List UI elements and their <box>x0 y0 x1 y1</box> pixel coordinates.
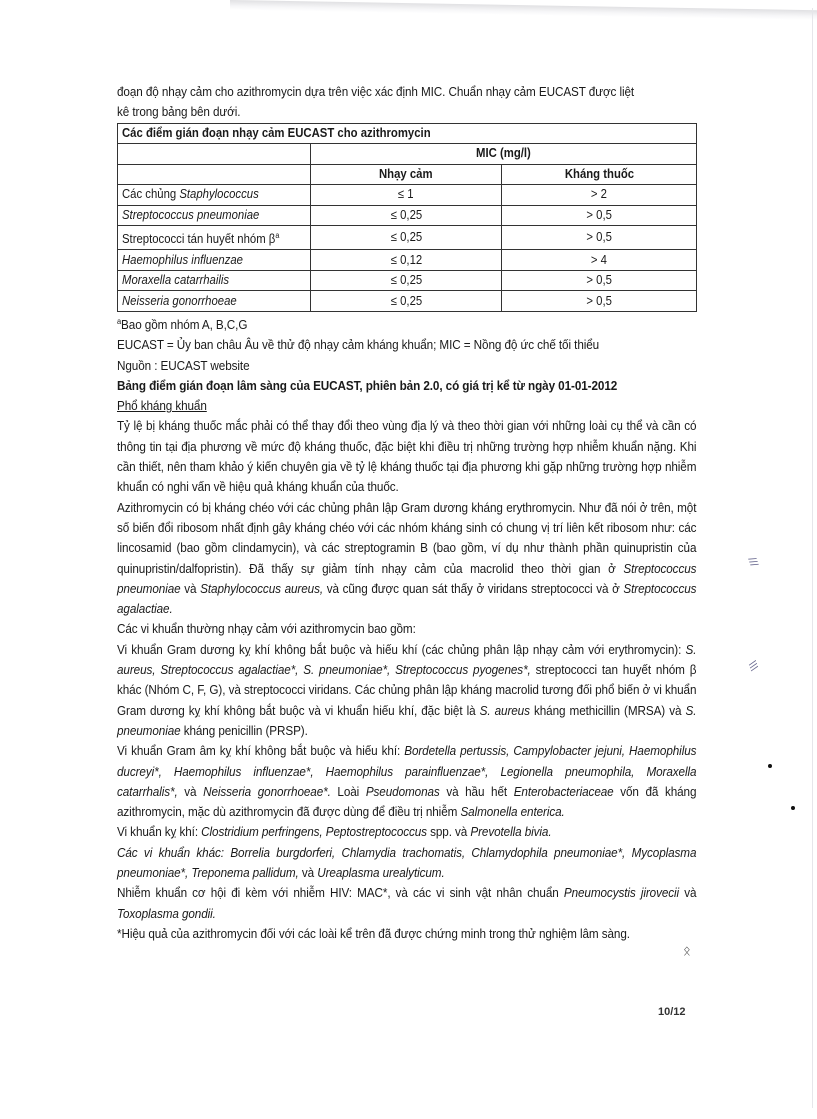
organism-italic: Moraxella catarrhailis <box>122 273 230 288</box>
organism-italic: Haemophilus influenzae <box>122 252 243 267</box>
species: Pseudomonas <box>365 784 440 799</box>
column-header-susceptible: Nhạy cảm <box>379 166 433 181</box>
table-row <box>118 250 697 271</box>
resistant-value: > 0,5 <box>586 207 612 222</box>
text: và cũng được quan sát thấy ở viridans streptococci và ở <box>323 581 624 596</box>
hiv-paragraph <box>117 883 696 924</box>
resistant-value: > 0,5 <box>586 273 612 288</box>
text: và <box>177 784 204 799</box>
column-header-organism <box>118 164 311 185</box>
text: vốn đã kháng azithromycin, mặc dù azithromycin đã được dùng để điều trị nhiễm <box>117 784 697 820</box>
text: và hầu hết <box>439 784 514 799</box>
resistant-value: > 2 <box>590 187 608 202</box>
species: Toxoplasma gondii. <box>117 906 216 921</box>
section-heading: Phổ kháng khuẩn <box>117 399 207 414</box>
efficacy-note: *Hiệu quả của azithromycin đối với các loài kể trên đã được chứng minh trong thử nghiệm lâm sàng. <box>117 926 630 941</box>
species: Streptococcus agalactiae. <box>117 581 697 617</box>
susceptible-value: ≤ 0,12 <box>390 252 422 267</box>
susceptible-value: ≤ 0,25 <box>390 273 422 288</box>
species: Prevotella bivia. <box>470 825 552 840</box>
species: Bordetella pertussis, Campylobacter jejuni, Haemophilus ducreyi*, Haemophilus influenzae*, Haemophilus parainfluenzae*, Legionella pneumophila, Moraxella catarrhalis*, <box>117 744 697 799</box>
resistant-value: > 0,5 <box>586 230 612 245</box>
text: Loài <box>330 784 366 799</box>
resistant-value: > 4 <box>590 252 608 267</box>
document-page <box>117 82 697 944</box>
organism-text: Các chủng <box>122 187 180 202</box>
susceptible-value: ≤ 0,25 <box>390 230 422 245</box>
table-row <box>118 270 697 291</box>
text: và <box>180 581 201 596</box>
column-header-resistant: Kháng thuốc <box>564 166 634 181</box>
abbreviation-note: EUCAST = Ủy ban châu Âu về thử độ nhạy cảm kháng khuẩn; MIC = Nồng độ ức chế tối thiểu <box>117 338 600 353</box>
table-footnote <box>117 312 696 335</box>
scan-shadow <box>230 0 817 20</box>
table-row <box>118 226 697 250</box>
other-bacteria-paragraph <box>117 843 696 884</box>
resistance-paragraph: Tỷ lệ bị kháng thuốc mắc phải có thể thay đổi theo vùng địa lý và theo thời gian với những loài cụ thể và cần có thông tin tại địa phương về mức độ kháng thuốc, đặc biệt khi điều trị những trường hợp nhiễm khuẩn nặng. Khi cần thiết, nên tham khảo ý kiến chuyên gia về tỷ lệ kháng thuốc tại địa phương khi gặp những trường hợp nhiễm khuẩn có nghi vấn về hiệu quả kháng khuẩn của thuốc. <box>117 419 697 495</box>
table-title-row <box>118 123 697 144</box>
table-row <box>118 185 697 206</box>
eucast-reference: Bảng điểm gián đoạn lâm sàng của EUCAST, phiên bản 2.0, có giá trị kể từ ngày 01-01-2012 <box>117 378 618 393</box>
species: S. aureus <box>479 703 530 718</box>
anaerobe-paragraph <box>117 822 696 842</box>
table-row <box>118 291 697 312</box>
text: và <box>679 886 697 901</box>
organism-italic: Neisseria gonorrhoeae <box>122 293 237 308</box>
footnote-marker: a <box>117 316 122 326</box>
species: Salmonella enterica. <box>460 805 565 820</box>
page-number: 10/12 <box>658 1006 686 1018</box>
footnote-text: Bao gồm nhóm A, B,C,G <box>121 317 248 332</box>
species: Clostridium perfringens, Peptostreptococcus <box>201 825 427 840</box>
organism-text: Streptococci tán huyết nhóm β <box>122 232 276 247</box>
organism-italic: Streptococcus pneumoniae <box>122 207 260 222</box>
text: spp. và <box>426 825 471 840</box>
text: Vi khuẩn Gram dương kỵ khí không bắt buộc và hiếu khí (các chủng phân lập nhạy cảm với erythromycin): <box>117 642 686 657</box>
scan-pen-mark: \\\ <box>745 659 760 673</box>
mic-header: MIC (mg/l) <box>476 146 531 161</box>
species: Các vi khuẩn khác: Borrelia burgdorferi, Chlamydia trachomatis, Chlamydophila pneumoniae*, Mycoplasma pneumoniae*, Treponema pallidum, <box>117 845 697 880</box>
scan-speck <box>768 764 772 768</box>
species: Staphylococcus aureus, <box>200 581 324 596</box>
cross-resistance-paragraph <box>117 498 696 620</box>
text: và <box>298 865 318 880</box>
text: kháng methicillin (MRSA) và <box>529 703 686 718</box>
species: S. aureus, Streptococcus agalactiae*, S. pneumoniae*, Streptococcus pyogenes*, <box>117 642 697 678</box>
susceptible-intro: Các vi khuẩn thường nhạy cảm với azithromycin bao gồm: <box>117 622 416 637</box>
species: Neisseria gonorrhoeae*. <box>203 784 331 799</box>
susceptible-value: ≤ 0,25 <box>390 293 422 308</box>
text: Nhiễm khuẩn cơ hội đi kèm với nhiễm HIV: MAC*, và các vi sinh vật nhân chuẩn <box>117 886 564 901</box>
text: Vi khuẩn Gram âm kỵ khí không bắt buộc và hiếu khí: <box>117 744 405 759</box>
species: Enterobacteriaceae <box>513 784 614 799</box>
species: S. pneumoniae <box>117 703 697 738</box>
text: kháng penicillin (PRSP). <box>180 723 308 738</box>
scan-speck <box>791 806 795 810</box>
resistant-value: > 0,5 <box>586 293 612 308</box>
table-column-header-row <box>118 164 697 185</box>
source-note: Nguồn : EUCAST website <box>117 358 250 373</box>
scan-edge <box>812 8 813 1108</box>
table-row <box>118 205 697 226</box>
text: streptococci tan huyết nhóm β khác (Nhóm C, F, G), và streptococci viridans. Các chủng phân lập kháng macrolid tương đối phổ biến ở vi khuẩn Gram dương kỵ khí không bắt buộc và vi khuẩn hiếu khí, đặc biệt là <box>117 663 697 718</box>
text: Vi khuẩn kỵ khí: <box>117 825 202 840</box>
table-title: Các điểm gián đoạn nhạy cảm EUCAST cho azithromycin <box>122 125 431 140</box>
susceptible-value: ≤ 1 <box>398 187 414 202</box>
footnote-marker: a <box>275 231 280 241</box>
gram-positive-paragraph <box>117 640 696 741</box>
organism-italic: Staphylococcus <box>179 187 259 202</box>
text: Azithromycin có bị kháng chéo với các chủng phân lập Gram dương kháng erythromycin. Như đã nói ở trên, một số biến đổi ribosom nhất định gây kháng chéo với các nhóm kháng sinh có chung vị trí liên kết ribosom như: các lincosamid (bao gồm clindamycin), và các streptogramin B (bao gồm, ví dụ như thành phần quinupristin của quinupristin/dalfopristin). Đã thấy sự giảm tính nhạy cảm của macrolid theo thời gian ở <box>117 500 697 576</box>
susceptible-value: ≤ 0,25 <box>390 207 422 222</box>
initials-mark: ᛟ <box>683 943 691 958</box>
species: Ureaplasma urealyticum. <box>317 865 445 880</box>
eucast-breakpoint-table <box>117 123 697 312</box>
scan-pen-mark: /// <box>745 555 760 569</box>
intro-line-1: đoạn độ nhạy cảm cho azithromycin dựa trên việc xác định MIC. Chuẩn nhạy cảm EUCAST được liệt <box>117 85 635 99</box>
table-group-header-row <box>118 144 697 165</box>
species: Pneumocystis jirovecii <box>563 886 680 901</box>
intro-line-2: kê trong bảng bên dưới. <box>117 105 241 120</box>
gram-negative-paragraph <box>117 741 696 822</box>
species: Streptococcus pneumoniae <box>117 561 697 596</box>
